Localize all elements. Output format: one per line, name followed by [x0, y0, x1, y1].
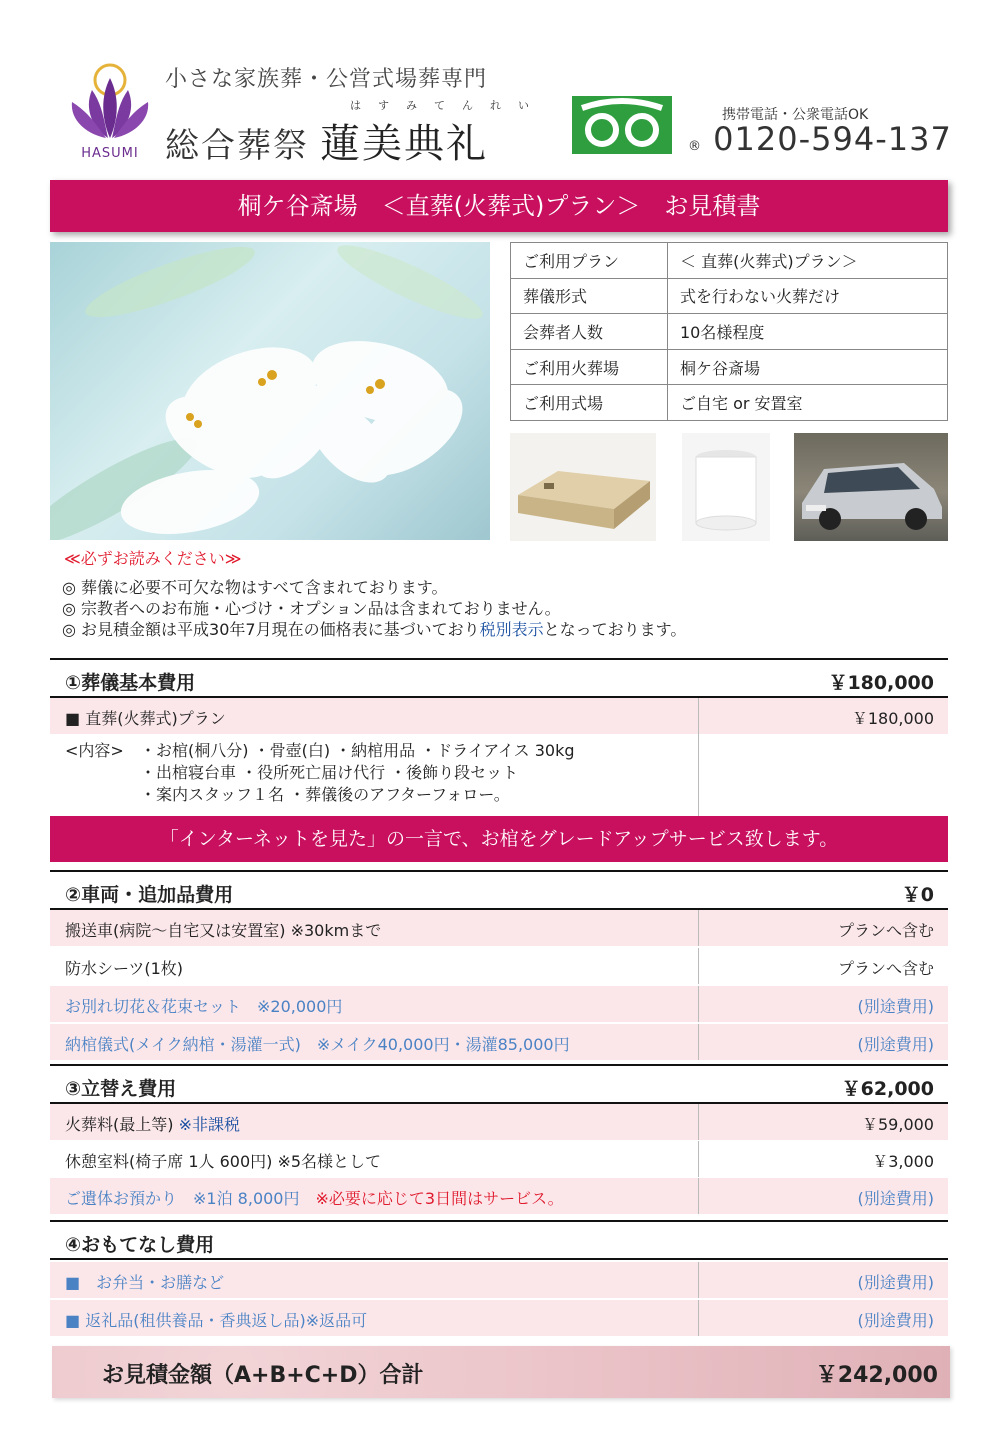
section-advance-fee-header [50, 1064, 948, 1104]
line-item-amount: プランへ含む [837, 959, 934, 978]
info-label: 会葬者人数 [511, 314, 668, 350]
line-item-amount: (別途費用) [857, 1273, 934, 1292]
line-item-label [65, 1112, 240, 1135]
contents-line: ・出棺寝台車 ・役所死亡届け代行 ・後飾り段セット [140, 763, 519, 782]
line-item [50, 948, 948, 984]
section-title: ②車両・追加品費用 [65, 884, 234, 906]
contents-line: ・お棺(桐八分) ・骨壺(白) ・納棺用品 ・ドライアイス 30kg [140, 741, 575, 760]
info-value: ＜ 直葬(火葬式)プラン＞ [668, 243, 948, 279]
total-label: お見積金額（A+B+C+D）合計 [102, 1363, 424, 1388]
notice-text: ◎ お見積金額は平成30年7月現在の価格表に基づいており [62, 620, 480, 639]
info-row [511, 349, 948, 385]
info-label: 葬儀形式 [511, 278, 668, 314]
company-name: 総合葬祭 [165, 126, 309, 166]
section-title: ③立替え費用 [65, 1078, 177, 1100]
section-amount: ￥0 [901, 884, 934, 906]
freedial-registered-mark: ® [688, 139, 702, 154]
info-label: ご利用プラン [511, 243, 668, 279]
brand-ruby: はすみてんれい [350, 99, 546, 112]
plan-contents [50, 734, 948, 816]
phone-note: 携帯電話・公衆電話OK [722, 107, 869, 123]
line-item [50, 986, 948, 1022]
plan-info-table [510, 242, 948, 421]
info-label: ご利用火葬場 [511, 349, 668, 385]
section-title: ④おもてなし費用 [65, 1234, 215, 1256]
contents-line: ・案内スタッフ１名 ・葬儀後のアフターフォロー。 [140, 785, 510, 804]
section-vehicle-fee-header [50, 870, 948, 910]
notice-list [62, 577, 686, 640]
line-item [50, 1262, 948, 1298]
phone-digits: 0120-594-137 [713, 120, 952, 158]
line-item-label: ■ 直葬(火葬式)プラン [65, 709, 226, 728]
notice-heading: ≪必ずお読みください≫ [64, 549, 242, 568]
car-icon [794, 433, 948, 541]
info-row [511, 243, 948, 279]
info-value: 式を行わない火葬だけ [668, 278, 948, 314]
coffin-photo [510, 433, 656, 541]
hearse-car-photo [794, 433, 948, 541]
notice-text: となっております。 [543, 620, 687, 639]
notice-item: ◎ 宗教者へのお布施・心づけ・オプション品は含まれておりません。 [62, 599, 561, 618]
line-item-amount: ￥3,000 [872, 1152, 934, 1171]
line-item [50, 1104, 948, 1140]
line-item-label: ■ 返礼品(租供養品・香典返し品)※返品可 [65, 1311, 368, 1330]
line-item-amount: ￥59,000 [862, 1115, 934, 1134]
upgrade-service-banner: 「インターネットを見た」の一言で、お棺をグレードアップサービス致します。 [50, 816, 948, 862]
line-item-label: 納棺儀式(メイク納棺・湯灌一式) ※メイク40,000円・湯灌85,000円 [65, 1035, 570, 1054]
logo-text: HASUMI [81, 146, 139, 161]
service-note: ※必要に応じて3日間はサービス。 [315, 1189, 564, 1208]
tax-exempt-note: ※非課税 [178, 1115, 241, 1134]
lotus-icon [60, 58, 160, 148]
line-item [50, 1141, 948, 1177]
info-value: ご自宅 or 安置室 [668, 385, 948, 421]
notice-item: ◎ 葬儀に必要不可欠な物はすべて含まれております。 [62, 578, 448, 597]
info-row [511, 385, 948, 421]
line-item-label [65, 1186, 564, 1209]
tax-exclusive-note: 税別表示 [479, 620, 544, 639]
line-item [50, 910, 948, 946]
tagline: 小さな家族葬・公営式場葬専門 [165, 67, 488, 92]
hasumi-logo [60, 58, 160, 168]
line-item-label: 搬送車(病院～自宅又は安置室) ※30kmまで [65, 921, 382, 940]
line-item-amount: (別途費用) [857, 1189, 934, 1208]
line-item-label: 休憩室料(椅子席 1人 600円) ※5名様として [65, 1152, 382, 1171]
line-item-amount: (別途費用) [857, 1311, 934, 1330]
contents-label: <内容> [65, 741, 124, 760]
line-item-text: 火葬料(最上等) [65, 1115, 174, 1134]
section-hospitality-fee-header [50, 1220, 948, 1260]
contents-lines [140, 740, 575, 806]
line-item-amount: (別途費用) [857, 997, 934, 1016]
section-title: ①葬儀基本費用 [65, 672, 196, 694]
line-item [50, 1300, 948, 1336]
lily-photo [50, 242, 490, 540]
info-label: ご利用式場 [511, 385, 668, 421]
line-item-label: 防水シーツ(1枚) [65, 959, 184, 978]
info-value: 10名様程度 [668, 314, 948, 350]
line-item-label: お別れ切花＆花束セット ※20,000円 [65, 997, 343, 1016]
line-item [50, 1178, 948, 1214]
section-basic-fee-header [50, 658, 948, 698]
info-value: 桐ケ谷斎場 [668, 349, 948, 385]
line-item-amount: ￥180,000 [851, 709, 934, 728]
info-row [511, 314, 948, 350]
total-amount: ￥242,000 [815, 1363, 938, 1388]
page-title: 桐ケ谷斎場 ＜直葬(火葬式)プラン＞ お見積書 [50, 180, 948, 232]
section-amount: ￥62,000 [841, 1078, 934, 1100]
line-item-amount: プランへ含む [837, 921, 934, 940]
line-item [50, 1024, 948, 1060]
brand-name: 蓮美典礼 [320, 121, 488, 167]
notice-item [62, 619, 686, 640]
phone-number[interactable] [688, 120, 952, 158]
section-amount: ￥180,000 [828, 672, 934, 694]
line-item-amount: (別途費用) [857, 1035, 934, 1054]
coffin-icon [510, 433, 656, 541]
urn-icon [682, 433, 770, 541]
line-item-text: ご遺体お預かり ※1泊 8,000円 [65, 1189, 300, 1208]
info-row [511, 278, 948, 314]
lily-illustration [50, 242, 490, 540]
line-item [50, 698, 948, 734]
freedial-icon [572, 96, 672, 158]
freedial-logo [572, 96, 672, 156]
estimate-total [52, 1346, 950, 1398]
line-item-label: ■ お弁当・お膳など [65, 1273, 225, 1292]
urn-photo [682, 433, 770, 541]
